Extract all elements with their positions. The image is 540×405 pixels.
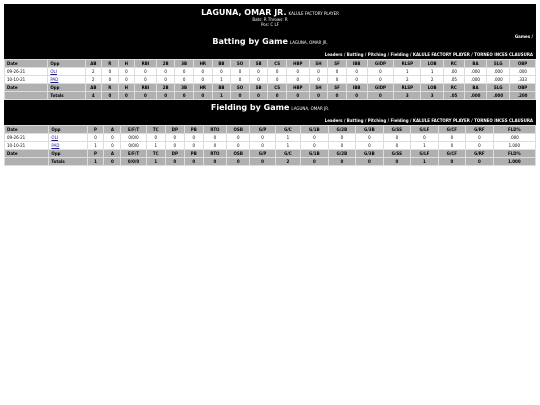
column-header[interactable]: FLD% bbox=[493, 126, 535, 134]
totals-cell: .200 bbox=[510, 92, 536, 100]
table-cell: 2 bbox=[85, 68, 102, 76]
table-cell: .000 bbox=[510, 68, 536, 76]
table-cell: .00 bbox=[443, 68, 464, 76]
table-cell: 0 bbox=[227, 142, 250, 150]
column-header[interactable]: G/CF bbox=[438, 126, 466, 134]
totals-cell: 0 bbox=[346, 92, 367, 100]
column-header[interactable]: FLD% bbox=[493, 150, 535, 158]
nav-separator: / bbox=[363, 118, 368, 123]
totals-cell: 0 bbox=[175, 92, 194, 100]
column-header[interactable]: CS bbox=[268, 60, 287, 68]
column-header[interactable]: OSB bbox=[227, 150, 250, 158]
fielding-subtitle: LAGUNA, OMAR JR. bbox=[291, 106, 330, 111]
table-cell: 0 bbox=[466, 134, 494, 142]
table-cell: 0 bbox=[346, 76, 367, 84]
nav-link[interactable]: Pitching bbox=[367, 52, 387, 57]
table-cell: 0 bbox=[102, 68, 119, 76]
column-header[interactable]: G/CF bbox=[438, 150, 466, 158]
totals-row bbox=[5, 158, 536, 166]
table-cell: 0 bbox=[249, 76, 268, 84]
column-header[interactable]: G/LF bbox=[411, 150, 439, 158]
column-header[interactable]: RC bbox=[443, 84, 464, 92]
nav-separator: / bbox=[408, 118, 413, 123]
table-cell: 0 bbox=[165, 134, 184, 142]
table-cell: .000 bbox=[487, 76, 510, 84]
nav-separator: / bbox=[469, 52, 475, 57]
column-header[interactable]: PB bbox=[184, 126, 203, 134]
table-cell: 0 bbox=[250, 134, 275, 142]
table-cell: 1 bbox=[275, 142, 300, 150]
totals-cell: .000 bbox=[464, 92, 487, 100]
column-header[interactable]: HBP bbox=[286, 84, 309, 92]
totals-cell: 0 bbox=[104, 158, 121, 166]
table-row bbox=[5, 142, 536, 150]
column-header[interactable]: 2B bbox=[156, 60, 175, 68]
nav-link[interactable]: Leaders bbox=[324, 52, 343, 57]
table-cell: 0 bbox=[438, 142, 466, 150]
table-cell: .000 bbox=[464, 68, 487, 76]
nav-link[interactable]: Pitching bbox=[367, 118, 387, 123]
table-cell: 09-26-21 bbox=[5, 134, 49, 142]
column-header[interactable]: H bbox=[118, 60, 135, 68]
table-cell: 1.000 bbox=[493, 142, 535, 150]
table-cell: 0 bbox=[309, 68, 328, 76]
totals-cell: Totals bbox=[49, 158, 87, 166]
column-header[interactable]: R bbox=[102, 84, 119, 92]
column-header[interactable]: 3B bbox=[175, 84, 194, 92]
nav-link[interactable]: Fielding bbox=[390, 118, 409, 123]
table-cell: 0 bbox=[156, 68, 175, 76]
table-cell: 0 bbox=[175, 68, 194, 76]
totals-cell: Totals bbox=[48, 92, 85, 100]
table-cell: 10-10-21 bbox=[5, 142, 49, 150]
totals-cell: 0 bbox=[286, 92, 309, 100]
column-header[interactable]: DP bbox=[165, 126, 184, 134]
column-header[interactable]: G/C bbox=[275, 150, 300, 158]
totals-cell: 1.000 bbox=[493, 158, 535, 166]
table-cell: .000 bbox=[487, 68, 510, 76]
header-row bbox=[5, 84, 536, 92]
table-cell: 1 bbox=[146, 142, 165, 150]
table-cell: 0 bbox=[175, 76, 194, 84]
table-cell: 0 bbox=[102, 76, 119, 84]
table-cell: 0 bbox=[411, 134, 439, 142]
totals-cell: 1 bbox=[146, 158, 165, 166]
opponent-link[interactable] bbox=[49, 142, 87, 150]
fielding-table bbox=[4, 125, 536, 166]
column-header[interactable]: R bbox=[102, 60, 119, 68]
nav-link[interactable]: Leaders bbox=[324, 118, 343, 123]
positions: Pos: C LF bbox=[260, 22, 279, 27]
column-header[interactable]: SH bbox=[309, 84, 328, 92]
totals-cell: 0/0/0 bbox=[121, 158, 146, 166]
table-cell: 0 bbox=[184, 142, 203, 150]
column-header[interactable]: 2B bbox=[156, 84, 175, 92]
table-cell: 0 bbox=[268, 76, 287, 84]
nav-separator: / bbox=[342, 118, 347, 123]
table-cell: 0 bbox=[104, 134, 121, 142]
totals-cell: 4 bbox=[85, 92, 102, 100]
nav-link[interactable]: TORNEO INCES CLAUSURA bbox=[474, 118, 533, 123]
table-cell: .05 bbox=[443, 76, 464, 84]
totals-cell: 2 bbox=[275, 158, 300, 166]
column-header[interactable]: OSB bbox=[227, 126, 250, 134]
column-header[interactable]: P bbox=[87, 150, 104, 158]
totals-cell bbox=[5, 92, 48, 100]
totals-cell: 0 bbox=[203, 158, 226, 166]
nav-separator: / bbox=[386, 52, 391, 57]
column-header[interactable]: BB bbox=[212, 60, 231, 68]
column-header[interactable]: LOB bbox=[421, 60, 444, 68]
nav-link[interactable]: Fielding bbox=[390, 52, 409, 57]
totals-cell: 0 bbox=[438, 158, 466, 166]
column-header[interactable]: E/F/T bbox=[121, 126, 146, 134]
column-header[interactable]: TC bbox=[146, 126, 165, 134]
column-header[interactable]: CS bbox=[268, 84, 287, 92]
column-header[interactable]: G/C bbox=[275, 126, 300, 134]
table-cell: 0 bbox=[301, 134, 329, 142]
table-cell: 0 bbox=[250, 142, 275, 150]
totals-cell: 0 bbox=[383, 158, 411, 166]
column-header[interactable]: AB bbox=[85, 84, 102, 92]
column-header[interactable]: SO bbox=[231, 84, 250, 92]
fielding-nav bbox=[4, 116, 536, 125]
column-header[interactable]: BA bbox=[464, 84, 487, 92]
table-cell: 0 bbox=[135, 76, 157, 84]
totals-cell: 0 bbox=[165, 158, 184, 166]
totals-cell bbox=[5, 158, 49, 166]
totals-cell: 0 bbox=[193, 92, 212, 100]
column-header[interactable]: OBP bbox=[510, 84, 536, 92]
column-header[interactable]: Opp bbox=[49, 126, 87, 134]
column-header[interactable]: BA bbox=[464, 60, 487, 68]
column-header[interactable]: SLG bbox=[487, 84, 510, 92]
totals-cell: 0 bbox=[227, 158, 250, 166]
batting-table bbox=[4, 59, 536, 100]
column-header[interactable]: Date bbox=[5, 60, 48, 68]
table-cell: 0 bbox=[231, 76, 250, 84]
nav-separator: / bbox=[342, 52, 347, 57]
column-header[interactable]: TC bbox=[146, 150, 165, 158]
nav-link[interactable]: Batting bbox=[346, 52, 364, 57]
nav-separator: / bbox=[386, 118, 391, 123]
table-cell: 0 bbox=[87, 134, 104, 142]
fielding-title: Fielding by Game LAGUNA, OMAR JR. bbox=[210, 103, 330, 112]
totals-cell: .05 bbox=[443, 92, 464, 100]
fielding-header bbox=[4, 100, 536, 125]
table-cell: 1 bbox=[212, 76, 231, 84]
totals-cell: 0 bbox=[184, 158, 203, 166]
totals-cell: 0 bbox=[268, 92, 287, 100]
table-cell: 0 bbox=[328, 142, 356, 150]
table-cell: 1 bbox=[411, 142, 439, 150]
column-header[interactable]: HR bbox=[193, 84, 212, 92]
header-row bbox=[5, 126, 536, 134]
nav-separator: / bbox=[469, 118, 475, 123]
opponent-link-text[interactable]: OLI bbox=[51, 135, 58, 140]
column-header[interactable]: Date bbox=[5, 84, 48, 92]
column-header[interactable]: OBP bbox=[510, 60, 536, 68]
totals-cell: 0 bbox=[135, 92, 157, 100]
table-cell: 0 bbox=[231, 68, 250, 76]
column-header[interactable]: AB bbox=[85, 60, 102, 68]
table-cell: 2 bbox=[85, 76, 102, 84]
table-cell: 0 bbox=[356, 134, 384, 142]
table-cell: 0 bbox=[367, 68, 394, 76]
totals-cell: 0 bbox=[309, 92, 328, 100]
column-header[interactable]: Opp bbox=[49, 150, 87, 158]
table-cell: .000 bbox=[493, 134, 535, 142]
batting-nav bbox=[4, 50, 536, 59]
column-header[interactable]: G/P bbox=[250, 126, 275, 134]
table-row bbox=[5, 68, 536, 76]
table-cell: 0 bbox=[249, 68, 268, 76]
nav-link[interactable]: Batting bbox=[346, 118, 364, 123]
totals-cell: .000 bbox=[487, 92, 510, 100]
column-header[interactable]: RLSP bbox=[394, 84, 421, 92]
table-cell: 0 bbox=[203, 142, 226, 150]
table-cell: 0 bbox=[328, 68, 347, 76]
column-header[interactable]: RBI bbox=[135, 84, 157, 92]
table-cell: 0 bbox=[203, 134, 226, 142]
column-header[interactable]: HR bbox=[193, 60, 212, 68]
opponent-link-text[interactable]: PAD bbox=[50, 77, 59, 82]
table-cell: 1 bbox=[421, 68, 444, 76]
totals-cell: 0 bbox=[249, 92, 268, 100]
column-header[interactable]: RTO bbox=[203, 150, 226, 158]
column-header[interactable]: SB bbox=[249, 84, 268, 92]
games-link[interactable]: Games / bbox=[514, 34, 533, 39]
nav-separator: / bbox=[408, 52, 413, 57]
column-header[interactable]: Date bbox=[5, 126, 49, 134]
column-header[interactable]: H bbox=[118, 84, 135, 92]
table-cell: 0 bbox=[165, 142, 184, 150]
column-header[interactable]: 3B bbox=[175, 60, 194, 68]
table-cell: 0 bbox=[309, 76, 328, 84]
header-row bbox=[5, 60, 536, 68]
table-cell: 0 bbox=[193, 68, 212, 76]
totals-row bbox=[5, 92, 536, 100]
totals-cell: 0 bbox=[328, 158, 356, 166]
totals-cell: 0 bbox=[156, 92, 175, 100]
table-cell: 0/0/0 bbox=[121, 134, 146, 142]
table-cell: 0 bbox=[118, 68, 135, 76]
column-header[interactable]: G/P bbox=[250, 150, 275, 158]
table-cell: 0 bbox=[286, 68, 309, 76]
column-header[interactable]: Opp bbox=[48, 84, 85, 92]
column-header[interactable]: G/2B bbox=[328, 150, 356, 158]
column-header[interactable]: RLSP bbox=[394, 60, 421, 68]
column-header[interactable]: G/RF bbox=[466, 150, 494, 158]
column-header[interactable]: G/LF bbox=[411, 126, 439, 134]
column-header[interactable]: SF bbox=[328, 84, 347, 92]
column-header[interactable]: G/1B bbox=[301, 150, 329, 158]
table-cell: 0 bbox=[118, 76, 135, 84]
table-cell: .333 bbox=[510, 76, 536, 84]
player-title bbox=[4, 4, 536, 17]
column-header[interactable]: RC bbox=[443, 60, 464, 68]
table-cell: 0 bbox=[383, 134, 411, 142]
table-cell: 0 bbox=[227, 134, 250, 142]
table-cell: 0 bbox=[328, 76, 347, 84]
opponent-link[interactable] bbox=[48, 68, 85, 76]
header-block bbox=[4, 4, 536, 59]
table-cell: .000 bbox=[464, 76, 487, 84]
batting-title: Batting by Game LAGUNA, OMAR JR. bbox=[212, 37, 328, 46]
table-cell: 0/0/0 bbox=[121, 142, 146, 150]
totals-cell: 0 bbox=[118, 92, 135, 100]
batting-subtitle: LAGUNA, OMAR JR. bbox=[289, 40, 328, 45]
nav-link[interactable]: KALULE FACTORY PLAYER bbox=[412, 118, 470, 123]
column-header[interactable]: HBP bbox=[286, 60, 309, 68]
totals-cell: 0 bbox=[367, 92, 394, 100]
totals-cell: 0 bbox=[231, 92, 250, 100]
totals-cell: 0 bbox=[356, 158, 384, 166]
column-header[interactable]: BB bbox=[212, 84, 231, 92]
totals-cell: 3 bbox=[394, 92, 421, 100]
column-header[interactable]: E/F/T bbox=[121, 150, 146, 158]
opponent-link[interactable] bbox=[49, 134, 87, 142]
column-header[interactable]: G/RF bbox=[466, 126, 494, 134]
table-cell: 0 bbox=[301, 142, 329, 150]
table-cell: 10-10-21 bbox=[5, 76, 48, 84]
table-cell: 0 bbox=[146, 134, 165, 142]
column-header[interactable]: G/SS bbox=[383, 150, 411, 158]
column-header[interactable]: GIDP bbox=[367, 60, 394, 68]
table-cell: 1 bbox=[275, 134, 300, 142]
table-cell: 0 bbox=[383, 142, 411, 150]
table-cell: 0 bbox=[328, 134, 356, 142]
player-name: LAGUNA, OMAR JR. bbox=[201, 8, 287, 17]
table-cell: 0 bbox=[268, 68, 287, 76]
table-row bbox=[5, 76, 536, 84]
column-header[interactable]: GIDP bbox=[367, 84, 394, 92]
totals-cell: 0 bbox=[328, 92, 347, 100]
bats-throws: Bats: R Throws: R bbox=[252, 17, 288, 22]
column-header[interactable]: RTO bbox=[203, 126, 226, 134]
table-cell: 0 bbox=[346, 68, 367, 76]
column-header[interactable]: G/3B bbox=[356, 150, 384, 158]
table-cell: 0 bbox=[193, 76, 212, 84]
table-cell: 0 bbox=[135, 68, 157, 76]
column-header[interactable]: IBB bbox=[346, 84, 367, 92]
table-row bbox=[5, 134, 536, 142]
table-cell: 1 bbox=[394, 68, 421, 76]
table-cell: 0 bbox=[466, 142, 494, 150]
table-cell: 0 bbox=[438, 134, 466, 142]
totals-cell: 1 bbox=[411, 158, 439, 166]
totals-cell: 3 bbox=[421, 92, 444, 100]
totals-cell: 0 bbox=[250, 158, 275, 166]
opponent-link-text[interactable]: PAD bbox=[51, 143, 60, 148]
column-header[interactable]: SLG bbox=[487, 60, 510, 68]
column-header[interactable]: DP bbox=[165, 150, 184, 158]
column-header[interactable]: A bbox=[104, 126, 121, 134]
column-header[interactable]: P bbox=[87, 126, 104, 134]
nav-separator: / bbox=[363, 52, 368, 57]
table-cell: 0 bbox=[212, 68, 231, 76]
column-header[interactable]: IBB bbox=[346, 60, 367, 68]
table-cell: 0 bbox=[356, 142, 384, 150]
column-header[interactable]: LOB bbox=[421, 84, 444, 92]
table-cell: 0 bbox=[286, 76, 309, 84]
column-header[interactable]: PB bbox=[184, 150, 203, 158]
header-row bbox=[5, 150, 536, 158]
table-cell: 2 bbox=[421, 76, 444, 84]
nav-link[interactable]: KALULE FACTORY PLAYER bbox=[412, 52, 470, 57]
totals-cell: 1 bbox=[87, 158, 104, 166]
totals-cell: 0 bbox=[466, 158, 494, 166]
table-cell: 0 bbox=[367, 76, 394, 84]
player-team: KALULE FACTORY PLAYER bbox=[288, 11, 339, 16]
totals-cell: 0 bbox=[301, 158, 329, 166]
column-header[interactable]: SB bbox=[249, 60, 268, 68]
table-cell: 2 bbox=[394, 76, 421, 84]
totals-cell: 1 bbox=[212, 92, 231, 100]
column-header[interactable]: SH bbox=[309, 60, 328, 68]
column-header[interactable]: G/1B bbox=[301, 126, 329, 134]
table-cell: 0 bbox=[156, 76, 175, 84]
column-header[interactable]: Opp bbox=[48, 60, 85, 68]
table-cell: 1 bbox=[87, 142, 104, 150]
column-header[interactable]: SF bbox=[328, 60, 347, 68]
column-header[interactable]: A bbox=[104, 150, 121, 158]
table-cell: 0 bbox=[184, 134, 203, 142]
table-cell: 0 bbox=[104, 142, 121, 150]
page bbox=[4, 4, 536, 166]
totals-cell: 0 bbox=[102, 92, 119, 100]
column-header[interactable]: G/SS bbox=[383, 126, 411, 134]
column-header[interactable]: SO bbox=[231, 60, 250, 68]
column-header[interactable]: RBI bbox=[135, 60, 157, 68]
column-header[interactable]: G/2B bbox=[328, 126, 356, 134]
column-header[interactable]: Date bbox=[5, 150, 49, 158]
opponent-link[interactable] bbox=[48, 76, 85, 84]
table-cell: 09-26-21 bbox=[5, 68, 48, 76]
nav-link[interactable]: TORNEO INCES CLAUSURA bbox=[474, 52, 533, 57]
column-header[interactable]: G/3B bbox=[356, 126, 384, 134]
opponent-link-text[interactable]: OLI bbox=[50, 69, 57, 74]
